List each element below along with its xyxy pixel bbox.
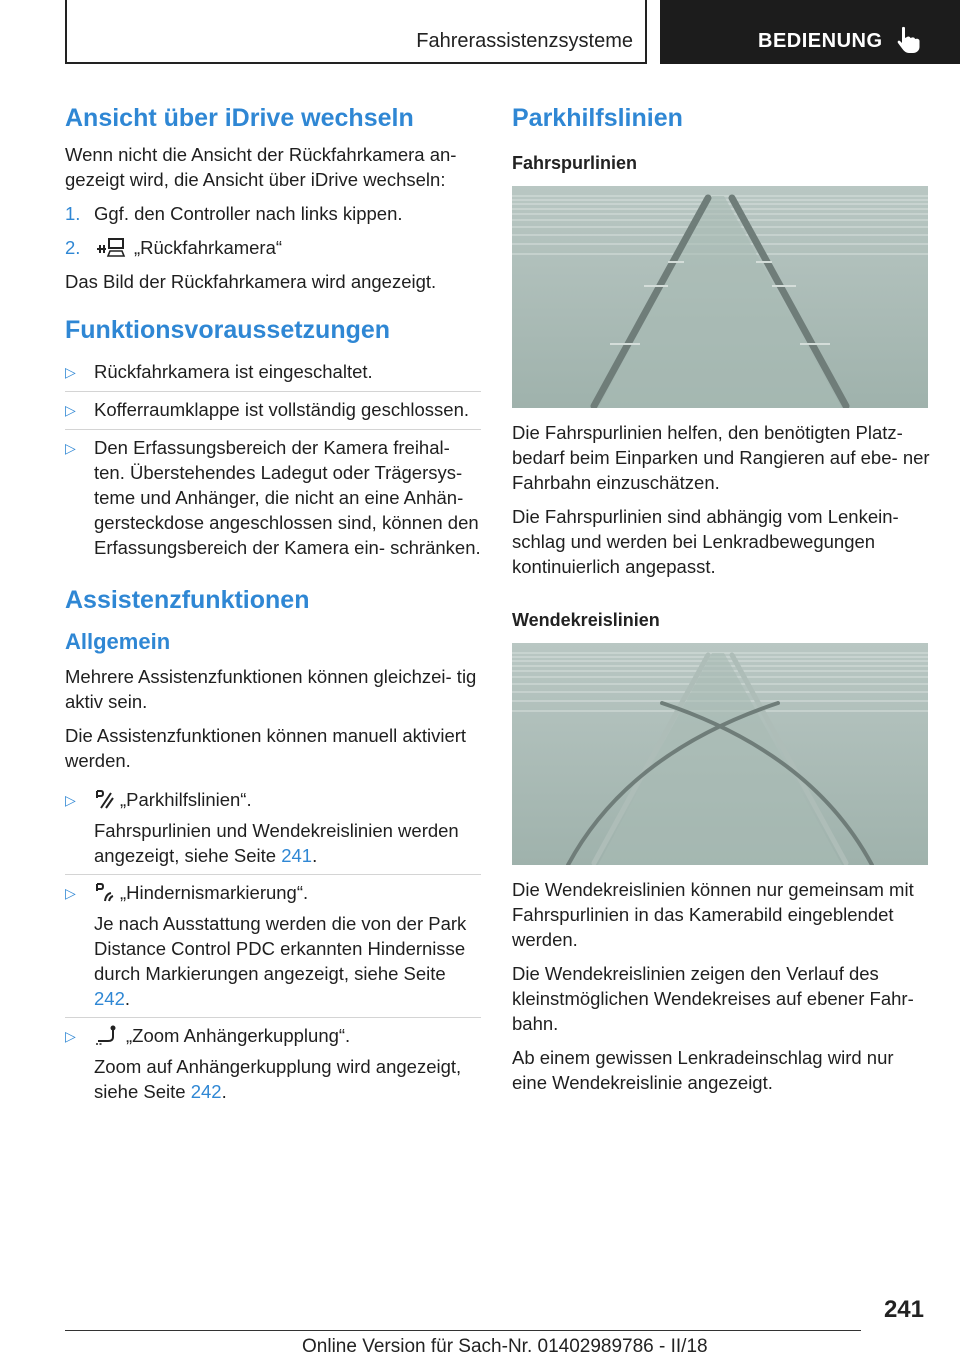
right-column bbox=[512, 100, 930, 1104]
page-link-242[interactable]: 242 bbox=[94, 988, 125, 1009]
turning-circle-lines-illustration bbox=[512, 643, 928, 865]
heading-ansicht: Ansicht über iDrive wechseln bbox=[65, 104, 414, 132]
text-result: Das Bild der Rückfahrkamera wird angezeigt. bbox=[65, 271, 437, 292]
heading-parkhilfslinien: Parkhilfslinien bbox=[512, 104, 683, 132]
text-ansicht: Wenn nicht die Ansicht der Rückfahrkamera an- gezeigt wird, die Ansicht über iDrive wechseln: bbox=[65, 144, 457, 190]
triangle-bullet-icon: ▷ bbox=[65, 792, 76, 808]
heading-funktionsvoraussetzungen: Funktionsvoraussetzungen bbox=[65, 316, 391, 344]
rear-camera-icon bbox=[94, 237, 128, 257]
function-label: „Parkhilfslinien“. bbox=[120, 789, 252, 810]
heading-allgemein: Allgemein bbox=[65, 629, 171, 654]
list-item: ▷ Den Erfassungsbereich der Kamera freihal- ten. Überstehendes Ladegut oder Trägersys- teme und Anhänger, die nicht an eine Anhän- gersteckdose angeschlossen sind, können den Erfassungsbereich der Kamera ein- schränken. bbox=[65, 429, 481, 566]
step-2 bbox=[65, 235, 481, 260]
list-item: ▷ „Parkhilfslinien“. Fahrspurlinien und Wendekreislinien werden angezeigt, siehe Seite 241. bbox=[65, 789, 459, 866]
text-allgemein-1: Mehrere Assistenzfunktionen können gleichzei- tig aktiv sein. bbox=[65, 666, 477, 712]
page-link-242[interactable]: 242 bbox=[190, 1081, 222, 1102]
conditions-list bbox=[65, 354, 481, 566]
footer-divider bbox=[65, 1330, 861, 1331]
header-chapter-title: BEDIENUNG bbox=[758, 30, 883, 52]
function-label: „Hindernismarkierung“. bbox=[120, 882, 309, 903]
function-label: „Zoom Anhängerkupplung“. bbox=[126, 1025, 351, 1046]
step-text: „Rückfahrkamera“ bbox=[134, 237, 283, 258]
page-number: 241 bbox=[883, 1296, 924, 1323]
triangle-bullet-icon: ▷ bbox=[65, 1028, 76, 1044]
list-item: ▷ „Zoom Anhängerkupplung“. Zoom auf Anhängerkupplung wird angezeigt, siehe Seite 242. bbox=[65, 1017, 481, 1110]
list-item: ▷ Rückfahrkamera ist eingeschaltet. bbox=[65, 354, 481, 391]
text-allgemein-2: Die Assistenzfunktionen können manuell aktiviert werden. bbox=[65, 725, 467, 771]
triangle-bullet-icon: ▷ bbox=[65, 440, 76, 456]
triangle-bullet-icon: ▷ bbox=[65, 885, 76, 901]
step-1 bbox=[65, 201, 481, 226]
triangle-bullet-icon: ▷ bbox=[65, 402, 76, 418]
text-wende-2: Die Wendekreislinien zeigen den Verlauf des kleinstmöglichen Wendekreises auf ebener Fahr- bahn. bbox=[512, 963, 914, 1034]
text-wende-3: Ab einem gewissen Lenkradeinschlag wird nur eine Wendekreislinie angezeigt. bbox=[512, 1047, 894, 1093]
header-section-title: Fahrerassistenzsysteme bbox=[416, 30, 633, 52]
pointing-hand-icon bbox=[896, 26, 922, 54]
list-item: ▷ „Hindernismarkierung“. Je nach Ausstattung werden die von der Park Distance Control PDC erkannten Hindernisse durch Markierungen angezeigt, siehe Seite 242. bbox=[65, 874, 481, 1017]
step-number: 1. bbox=[65, 203, 81, 224]
lane-lines-illustration bbox=[512, 186, 928, 408]
triangle-bullet-icon: ▷ bbox=[65, 364, 76, 380]
list-item: ▷ Kofferraumklappe ist vollständig geschlossen. bbox=[65, 391, 481, 429]
step-number: 2. bbox=[65, 237, 81, 258]
step-text: Ggf. den Controller nach links kippen. bbox=[94, 203, 403, 224]
parking-lines-icon bbox=[94, 789, 114, 809]
footer-online-version: Online Version für Sach-Nr. 01402989786 - II/18 bbox=[302, 1336, 708, 1357]
text-fahrspur-2: Die Fahrspurlinien sind abhängig vom Lenkein- schlag und werden bei Lenkradbewegungen kontinuierlich angepasst. bbox=[512, 506, 899, 577]
heading-fahrspurlinien: Fahrspurlinien bbox=[512, 153, 638, 173]
text-fahrspur-1: Die Fahrspurlinien helfen, den benötigten Platz- bedarf beim Einparken und Rangieren auf ebe- ner Fahrbahn einzuschätzen. bbox=[512, 422, 930, 493]
heading-assistenzfunktionen: Assistenzfunktionen bbox=[65, 586, 310, 614]
header-chapter-box bbox=[660, 0, 960, 64]
text-wende-1: Die Wendekreislinien können nur gemeinsam mit Fahrspurlinien in das Kamerabild eingeblendet werden. bbox=[512, 879, 914, 950]
heading-wendekreislinien: Wendekreislinien bbox=[512, 610, 660, 630]
header-section-box bbox=[65, 0, 647, 64]
obstacle-marking-icon bbox=[94, 882, 114, 902]
page-link-241[interactable]: 241 bbox=[281, 845, 313, 866]
functions-list bbox=[65, 782, 481, 1110]
trailer-hitch-zoom-icon bbox=[94, 1025, 120, 1045]
left-column bbox=[65, 100, 481, 1110]
